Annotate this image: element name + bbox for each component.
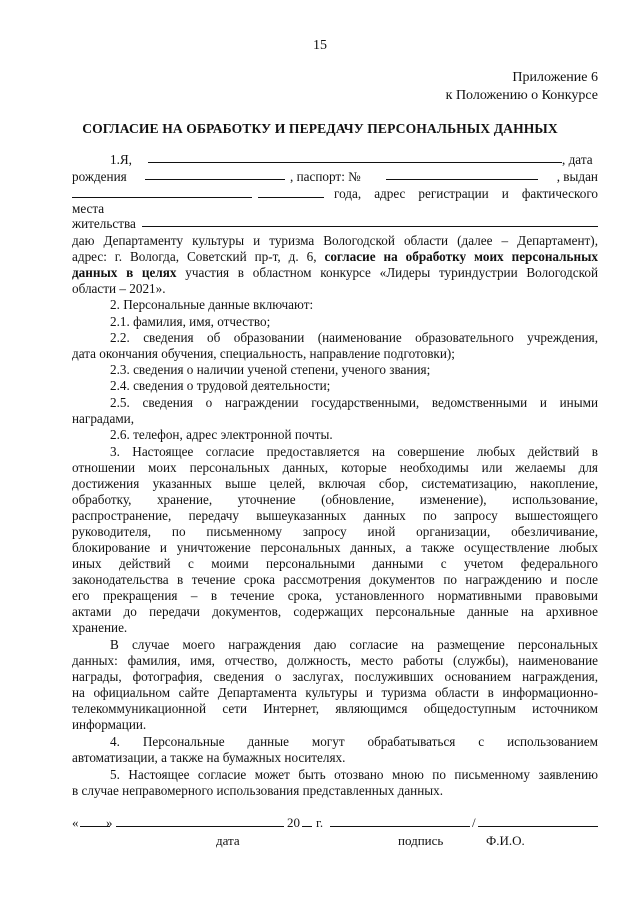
appendix-reference: к Положению о Конкурсе: [445, 88, 598, 103]
section3-line: его прекращения – в течение срока, установленного нормативными правовыми: [72, 588, 598, 603]
item-2-5-cont: наградами,: [72, 411, 135, 426]
month-field[interactable]: [116, 814, 284, 831]
birth-date-field[interactable]: [145, 167, 285, 184]
award-line: награды, фотография, сведения о заслугах, послуживших основанием награждения,: [72, 669, 598, 684]
form-issued-label: , выдан: [556, 169, 598, 184]
residence-address-field[interactable]: [142, 214, 598, 231]
form-i-label: 1.Я,: [110, 152, 132, 167]
item-2-4: 2.4. сведения о трудовой деятельности;: [110, 378, 331, 393]
form-residence-label: жительства: [72, 216, 136, 231]
item-2-2: 2.2. сведения об образовании (наименование образовательного учреждения,: [110, 330, 598, 345]
date-caption: дата: [216, 833, 240, 848]
passport-number-field[interactable]: [386, 167, 538, 184]
item-2-3: 2.3. сведения о наличии ученой степени, ученого звания;: [110, 362, 431, 377]
award-line: данных: фамилия, имя, отчество, должность, место работы (службы), наименование: [72, 653, 598, 668]
item-2-5: 2.5. сведения о награждении государственными, ведомственными и иными: [110, 395, 598, 410]
section4-line: 4. Персональные данные могут обрабатываться с использованием: [110, 734, 598, 749]
form-date-label: , дата: [562, 152, 593, 167]
section3-line: блокирование и уничтожение персональных данных, а также осуществление любых: [72, 540, 598, 555]
section4-line: автоматизации, а также на бумажных носителях.: [72, 750, 346, 765]
item-2-2-cont: дата окончания обучения, специальность, направление подготовки);: [72, 346, 455, 361]
date-close-quote: »: [106, 815, 113, 830]
full-name-signature-field[interactable]: [478, 814, 598, 831]
form-birth-label: рождения: [72, 169, 127, 184]
consent-line-3: данных в целях участия в областном конкурсе «Лидеры туриндустрии Вологодской: [72, 265, 599, 280]
issued-by-field[interactable]: [72, 185, 252, 202]
form-passport-label: , паспорт: №: [290, 169, 361, 184]
section3-line: отношении моих персональных данных, которые необходимы или желаемы для: [72, 460, 598, 475]
item-2-6: 2.6. телефон, адрес электронной почты.: [110, 427, 333, 442]
signature-slash: /: [472, 815, 476, 830]
appendix-number: Приложение 6: [512, 70, 598, 85]
section3-line: обработку, хранение, уточнение (обновление, изменение), использование,: [72, 492, 598, 507]
form-year-label: года, адрес регистрации и фактического: [334, 186, 598, 201]
section3-line: достижения указанных выше целей, включая сбор, систематизацию, накопление,: [72, 476, 598, 491]
page-number: 15: [313, 38, 327, 53]
signature-caption: подпись: [398, 833, 444, 848]
section3-line: 3. Настоящее согласие предоставляется на совершение любых действий в: [110, 444, 598, 459]
section3-line: распространение, передачу вышеуказанных данных по запросу вышестоящего: [72, 508, 598, 523]
name-caption: Ф.И.О.: [486, 833, 525, 848]
consent-line-1: даю Департаменту культуры и туризма Вологодской области (далее – Департамент),: [72, 233, 598, 248]
full-name-field[interactable]: [148, 150, 562, 167]
date-open-quote: «: [72, 815, 79, 830]
award-line: В случае моего награждения даю согласие на размещение персональных: [110, 637, 598, 652]
consent-line-2: адрес: г. Вологда, Советский пр-т, д. 6, согласие на обработку моих персональных: [72, 249, 598, 264]
item-2-1: 2.1. фамилия, имя, отчество;: [110, 314, 271, 329]
section3-line: руководителя, по письменному запросу иной организации, обезличивание,: [72, 524, 598, 539]
section3-line: иных действий с моими персональными данными с учетом федерального: [72, 556, 598, 571]
award-line: телекоммуникационной сети Интернет, являющимся общедоступным источником: [72, 701, 598, 716]
year-field[interactable]: [302, 814, 312, 831]
section5-line: 5. Настоящее согласие может быть отозвано мною по письменному заявлению: [110, 767, 598, 782]
signature-field[interactable]: [330, 814, 470, 831]
section5-line: в случае неправомерного использования представленных данных.: [72, 783, 444, 798]
consent-line-4: области – 2021».: [72, 281, 166, 296]
award-line: на официальном сайте Департамента культуры и туризма области в информационно-: [72, 685, 598, 700]
section3-line: законодательства в течение срока рассмотрения документов по награждению и после: [72, 572, 598, 587]
section3-line: хранение.: [72, 620, 128, 635]
year-suffix: г.: [316, 815, 324, 830]
section3-line: актами до передачи документов, содержащих персональные данные на архивное: [72, 604, 598, 619]
document-title: СОГЛАСИЕ НА ОБРАБОТКУ И ПЕРЕДАЧУ ПЕРСОНАЛЬНЫХ ДАННЫХ: [82, 121, 558, 136]
items-header: 2. Персональные данные включают:: [110, 297, 314, 312]
year-prefix: 20: [287, 815, 300, 830]
form-place-label: места: [72, 201, 105, 216]
award-line: информации.: [72, 717, 147, 732]
issue-date-field[interactable]: [258, 185, 324, 202]
